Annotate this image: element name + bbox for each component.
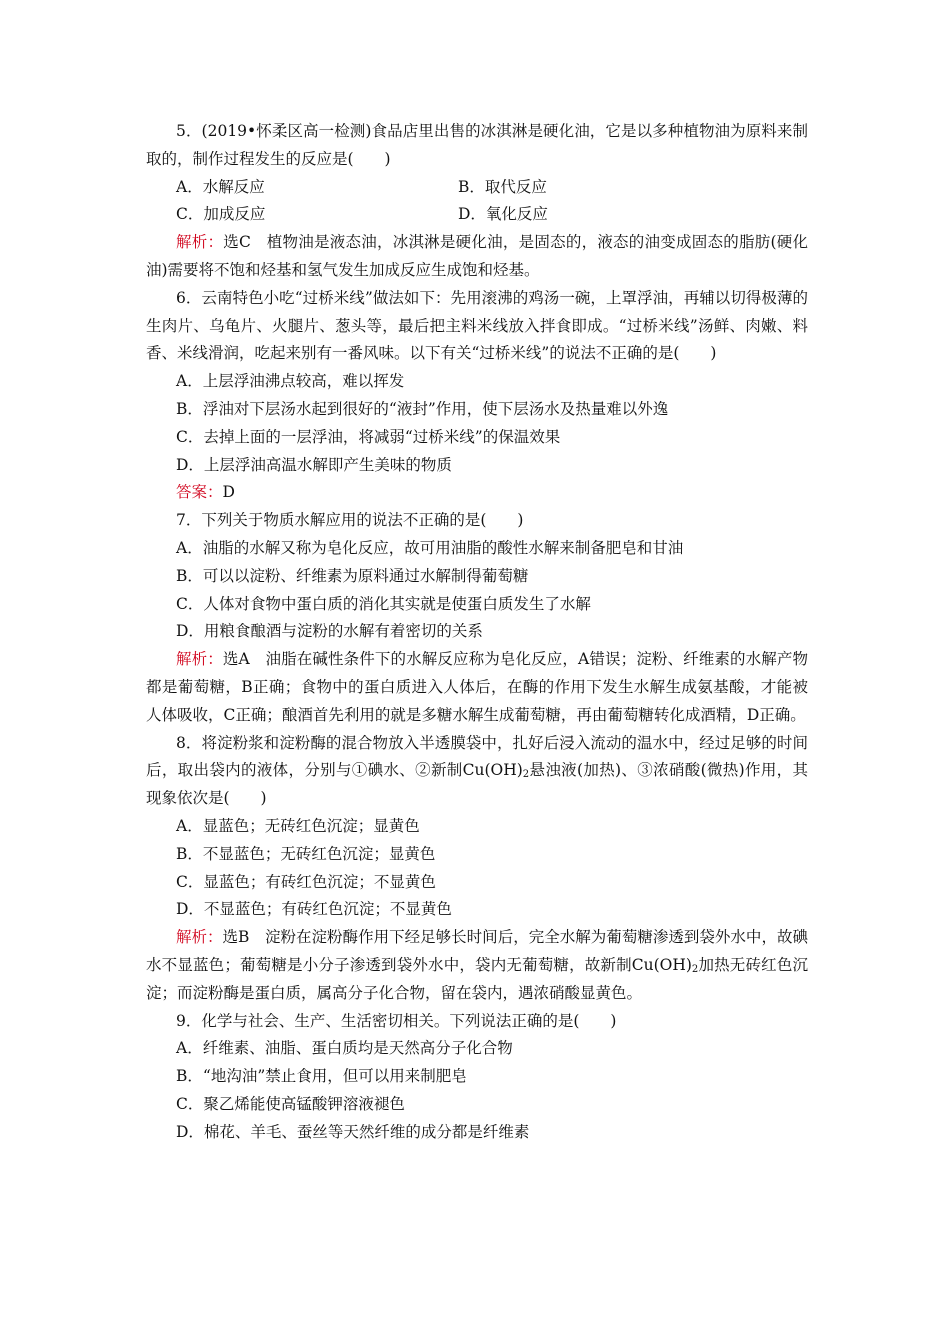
q8-analysis-subscript: 2 — [691, 963, 699, 975]
q7-option-c: C．人体对食物中蛋白质的消化其实就是使蛋白质发生了水解 — [176, 594, 591, 613]
q8-option-a: A．显蓝色；无砖红色沉淀；显黄色 — [176, 816, 420, 835]
q7-analysis — [146, 646, 808, 729]
q7-stem: 7．下列关于物质水解应用的说法不正确的是( ) — [176, 511, 524, 530]
q8-stem-part-2: 悬浊液(加热)、③浓硝酸(微热)作用，其现象依次是( ) — [146, 761, 808, 808]
q9-option-a: A．纤维素、油脂、蛋白质均是天然高分子化合物 — [176, 1039, 513, 1058]
q8-analysis-part-1: 选B 淀粉在淀粉酶作用下经足够长时间后，完全水解为葡萄糖渗透到袋外水中，故碘水不显蓝色；葡萄糖是小分子渗透到袋外水中，袋内无葡萄糖，故新制Cu(OH) — [146, 928, 808, 974]
q8-stem-part-1: 8．将淀粉浆和淀粉酶的混合物放入半透膜袋中，扎好后浸入流动的温水中，经过足够的时间后，取出袋内的液体，分别与①碘水、②新制Cu(OH) — [146, 733, 808, 780]
q6-stem: 6．云南特色小吃“过桥米线”做法如下：先用滚沸的鸡汤一碗，上罩浮油，再辅以切得极薄的生肉片、乌龟片、火腿片、葱头等，最后把主料米线放入拌食即成。“过桥米线”汤鲜、肉嫩、料香、米线滑润，吃起来别有一番风味。以下有关“过桥米线”的说法不正确的是( ) — [146, 288, 808, 363]
q9-option-c: C．聚乙烯能使高锰酸钾溶液褪色 — [176, 1094, 405, 1113]
q8-analysis — [146, 924, 808, 1007]
q5-analysis — [146, 229, 808, 285]
document-page — [146, 118, 808, 1146]
q7-analysis-label: 解析： — [176, 650, 223, 669]
q8-analysis-part-2: 加热无砖红色沉淀；而淀粉酶是蛋白质，属高分子化合物，留在袋内，遇浓硝酸显黄色。 — [146, 955, 808, 1002]
q5-options-row-1 — [146, 174, 808, 202]
q8-option-d: D．不显蓝色；有砖红色沉淀；不显黄色 — [176, 900, 452, 919]
q8-stem-subscript: 2 — [522, 769, 530, 781]
q6-answer-value: D — [222, 483, 235, 502]
q6-option-d: D．上层浮油高温水解即产生美味的物质 — [176, 455, 452, 474]
q9-option-b: B．“地沟油”禁止食用，但可以用来制肥皂 — [176, 1067, 467, 1086]
q8-option-b: B．不显蓝色；无砖红色沉淀；显黄色 — [176, 844, 436, 863]
q9-option-d: D．棉花、羊毛、蚕丝等天然纤维的成分都是纤维素 — [176, 1122, 530, 1141]
q7-option-a: A．油脂的水解又称为皂化反应，故可用油脂的酸性水解来制备肥皂和甘油 — [176, 538, 684, 557]
q5-stem: 5．(2019•怀柔区高一检测)食品店里出售的冰淇淋是硬化油，它是以多种植物油为原料来制取的，制作过程发生的反应是( ) — [146, 122, 808, 168]
q8-option-c: C．显蓝色；有砖红色沉淀；不显黄色 — [176, 872, 436, 891]
q9-stem: 9．化学与社会、生产、生活密切相关。下列说法正确的是( ) — [176, 1011, 617, 1030]
q8-stem — [146, 730, 808, 813]
q7-option-d: D．用粮食酿酒与淀粉的水解有着密切的关系 — [176, 622, 483, 641]
q5-options-row-2 — [146, 201, 808, 229]
q6-answer-label: 答案： — [176, 483, 223, 502]
q7-option-b: B．可以以淀粉、纤维素为原料通过水解制得葡萄糖 — [176, 566, 529, 585]
q5-option-b: B．取代反应 — [458, 177, 547, 196]
q6-answer — [146, 479, 808, 507]
q5-analysis-label: 解析： — [176, 233, 224, 252]
q5-option-c: C．加成反应 — [176, 205, 266, 224]
q6-option-c: C．去掉上面的一层浮油，将减弱“过桥米线”的保温效果 — [176, 427, 561, 446]
q7-analysis-text: 选A 油脂在碱性条件下的水解反应称为皂化反应，A错误；淀粉、纤维素的水解产物都是葡萄糖，B正确；食物中的蛋白质进入人体后，在酶的作用下发生水解生成氨基酸，才能被人体吸收，C正确；酿酒首先利用的就是多糖水解生成葡萄糖，再由葡萄糖转化成酒精，D正确。 — [146, 650, 808, 724]
q5-option-d: D．氧化反应 — [458, 205, 548, 224]
q8-analysis-label: 解析： — [176, 928, 223, 947]
q5-option-a: A．水解反应 — [176, 177, 265, 196]
q6-option-a: A．上层浮油沸点较高，难以挥发 — [176, 372, 405, 391]
q6-option-b: B．浮油对下层汤水起到很好的“液封”作用，使下层汤水及热量难以外逸 — [176, 399, 669, 418]
q5-analysis-text: 选C 植物油是液态油，冰淇淋是硬化油，是固态的，液态的油变成固态的脂肪(硬化油)需要将不饱和烃基和氢气发生加成反应生成饱和烃基。 — [146, 233, 808, 279]
